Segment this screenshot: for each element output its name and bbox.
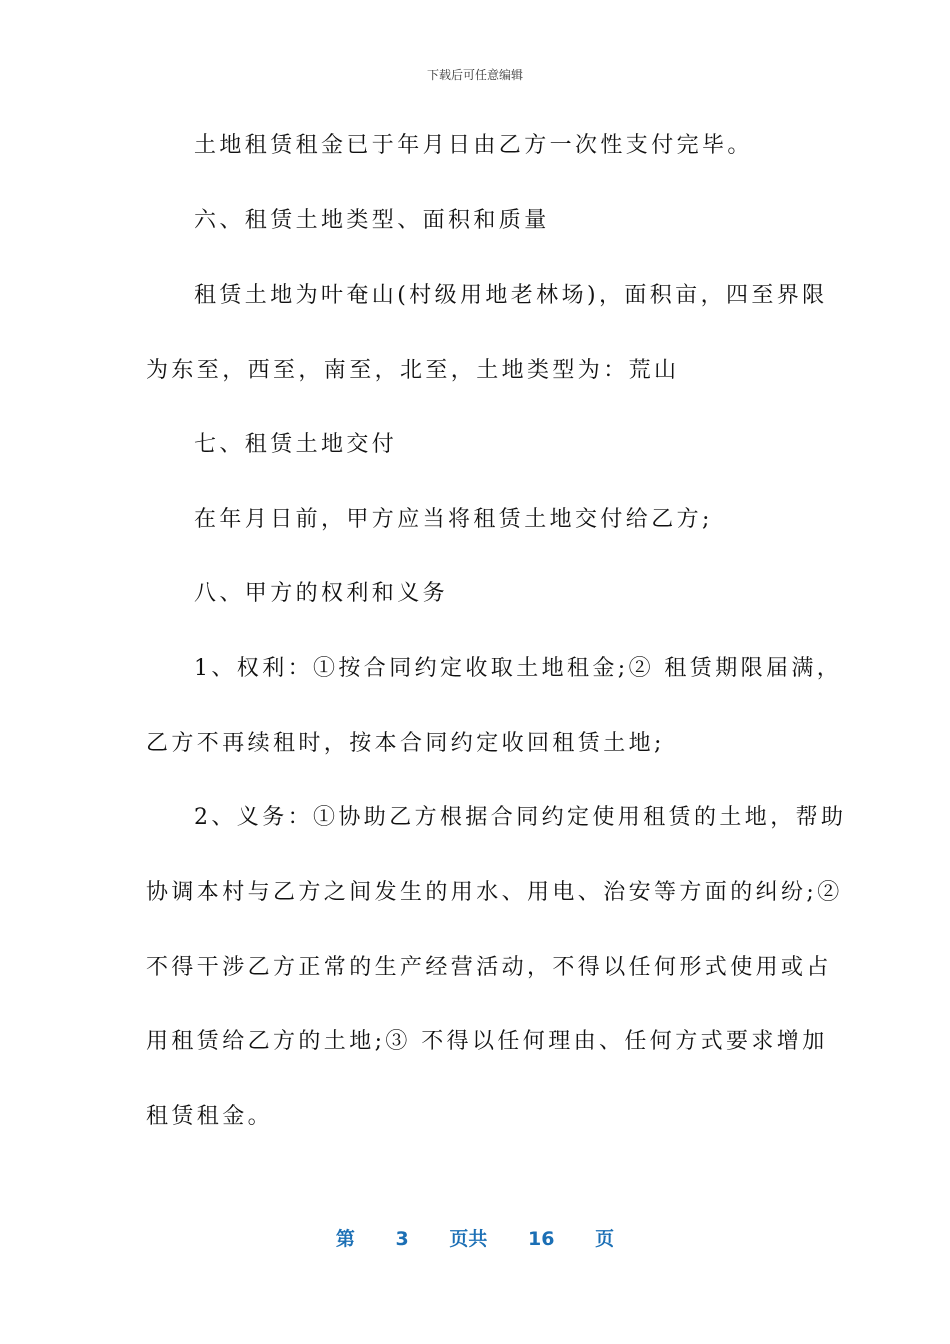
paragraph-line: 为东至，西至，南至，北至，土地类型为：荒山	[146, 358, 680, 383]
page-label-suffix: 页	[595, 1228, 615, 1250]
current-page-number: 3	[395, 1228, 409, 1250]
paragraph-line: 1、权利：①按合同约定收取土地租金;② 租赁期限届满，	[194, 656, 843, 681]
paragraph-line: 在年月日前，甲方应当将租赁土地交付给乙方;	[194, 507, 713, 532]
section-heading: 六、租赁土地类型、面积和质量	[194, 208, 550, 233]
section-heading: 八、甲方的权利和义务	[194, 581, 449, 606]
paragraph-line: 租赁租金。	[146, 1104, 274, 1129]
paragraph-line: 租赁土地为叶奄山(村级用地老林场)，面积亩，四至界限	[194, 283, 828, 308]
page-number-footer	[0, 1224, 950, 1251]
paragraph-line: 用租赁给乙方的土地;③ 不得以任何理由、任何方式要求增加	[146, 1029, 828, 1054]
paragraph-line: 2、义务：①协助乙方根据合同约定使用租赁的土地，帮助	[194, 805, 847, 830]
page-label-prefix: 第	[335, 1228, 355, 1250]
section-heading: 七、租赁土地交付	[194, 432, 398, 457]
paragraph-line: 土地租赁租金已于年月日由乙方一次性支付完毕。	[194, 133, 753, 158]
header-note: 下载后可任意编辑	[426, 68, 523, 82]
paragraph-line: 协调本村与乙方之间发生的用水、用电、治安等方面的纠纷;②	[146, 880, 843, 905]
page-label-middle: 页共	[449, 1228, 488, 1250]
paragraph-line: 不得干涉乙方正常的生产经营活动，不得以任何形式使用或占	[146, 955, 832, 980]
paragraph-line: 乙方不再续租时，按本合同约定收回租赁土地;	[146, 731, 665, 756]
total-pages-number: 16	[528, 1228, 555, 1250]
